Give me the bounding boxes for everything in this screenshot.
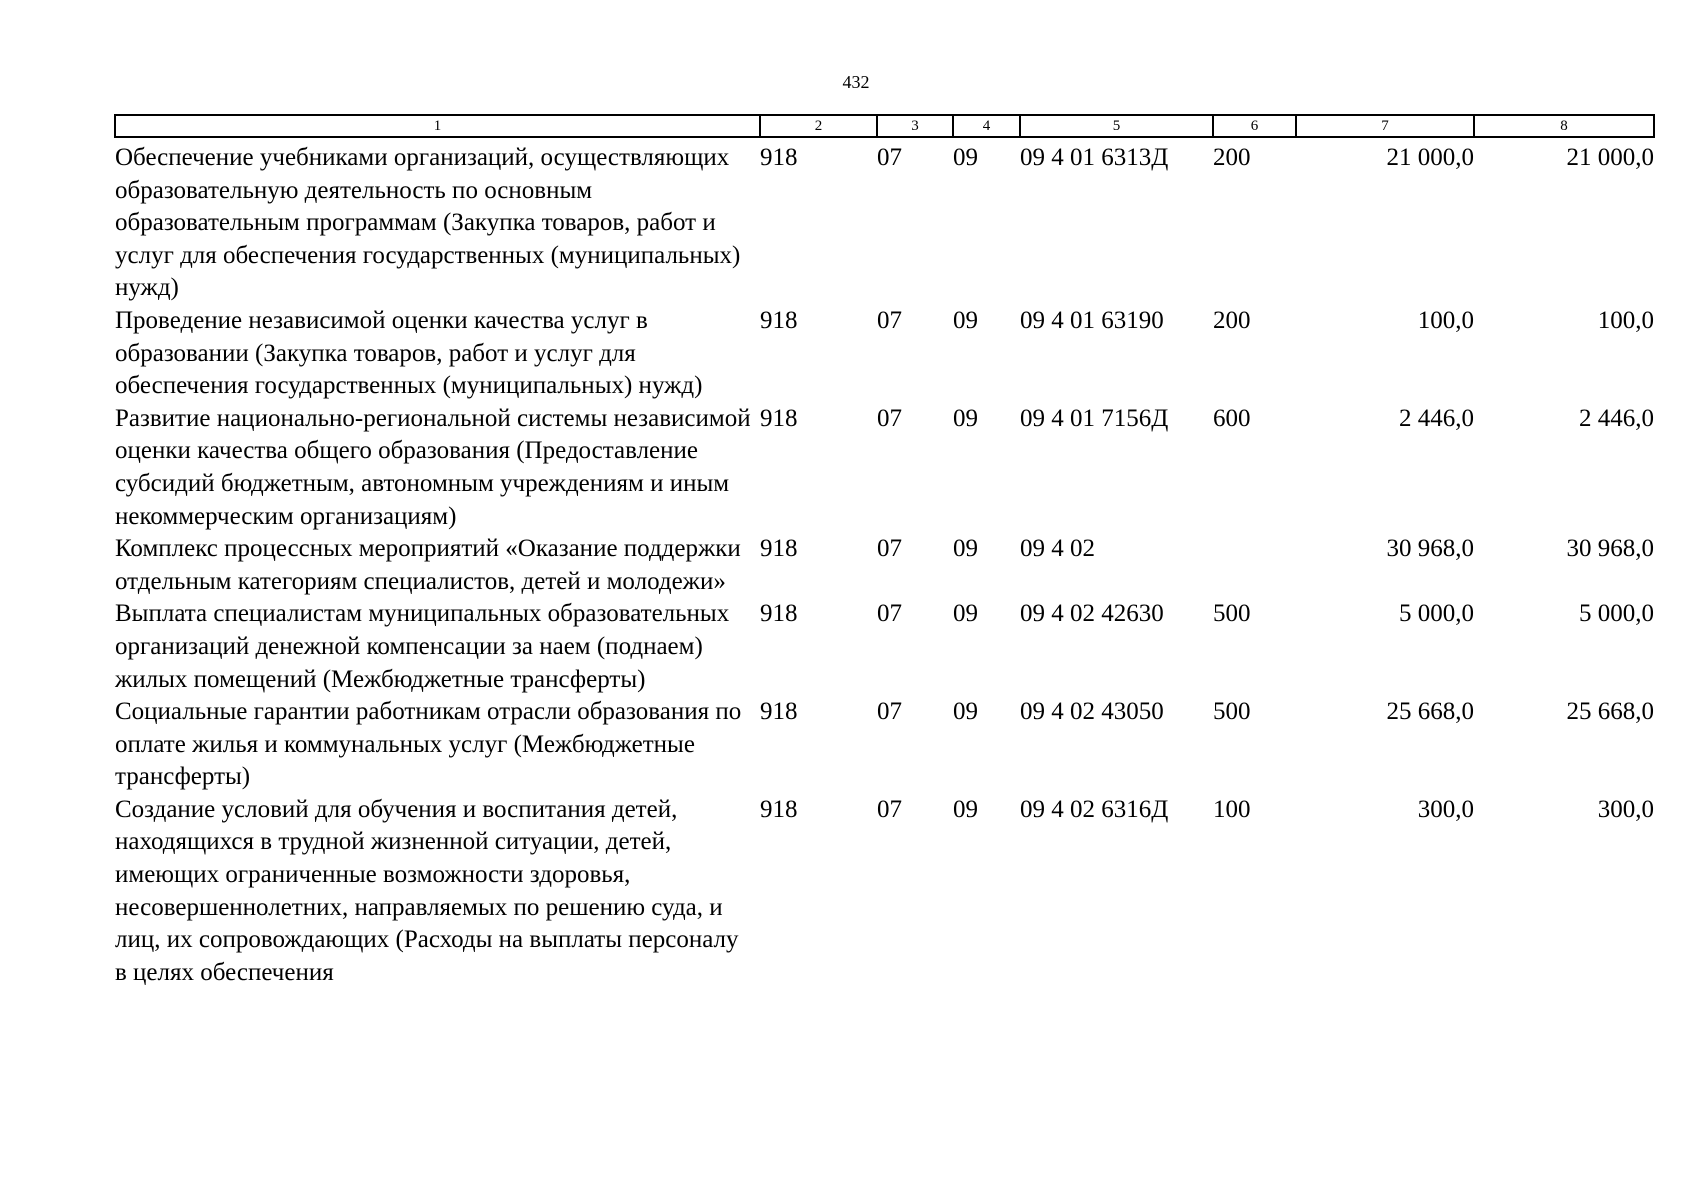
row-amount-2: 30 968,0 bbox=[1566, 535, 1654, 563]
row-expense-type: 200 bbox=[1213, 144, 1251, 171]
row-amount-1: 2 446,0 bbox=[1399, 404, 1474, 432]
row-expense-type: 500 bbox=[1213, 600, 1251, 628]
row-amount-1: 300,0 bbox=[1417, 795, 1474, 823]
row-ministry: 918 bbox=[760, 600, 798, 628]
row-expense-type: 500 bbox=[1213, 698, 1251, 726]
row-target: 09 4 01 63190 bbox=[1020, 306, 1164, 334]
row-target: 09 4 01 6313Д bbox=[1020, 144, 1169, 171]
column-header-8: 8 bbox=[1474, 115, 1654, 137]
row-amount-1: 21 000,0 bbox=[1386, 144, 1474, 171]
row-amount-1: 25 668,0 bbox=[1386, 698, 1474, 726]
row-amount-2: 100,0 bbox=[1597, 306, 1654, 334]
row-amount-2: 5 000,0 bbox=[1579, 600, 1654, 628]
row-section: 07 bbox=[877, 795, 902, 823]
column-header-1: 1 bbox=[115, 115, 760, 137]
row-subsection: 09 bbox=[953, 535, 978, 563]
row-ministry: 918 bbox=[760, 404, 798, 432]
row-subsection: 09 bbox=[953, 404, 978, 432]
row-ministry: 918 bbox=[760, 144, 798, 171]
row-section: 07 bbox=[877, 144, 902, 171]
table-row bbox=[115, 696, 1654, 794]
row-subsection: 09 bbox=[953, 306, 978, 334]
row-ministry: 918 bbox=[760, 795, 798, 823]
row-target: 09 4 02 43050 bbox=[1020, 698, 1164, 726]
row-section: 07 bbox=[877, 306, 902, 334]
column-header-2: 2 bbox=[760, 115, 877, 137]
column-header-3: 3 bbox=[877, 115, 953, 137]
row-ministry: 918 bbox=[760, 535, 798, 563]
row-subsection: 09 bbox=[953, 795, 978, 823]
table-row bbox=[115, 305, 1654, 403]
row-subsection: 09 bbox=[953, 600, 978, 628]
row-target: 09 4 01 7156Д bbox=[1020, 404, 1169, 432]
table-row bbox=[115, 598, 1654, 696]
column-header-6: 6 bbox=[1213, 115, 1296, 137]
table-row bbox=[115, 403, 1654, 533]
row-target: 09 4 02 bbox=[1020, 535, 1095, 563]
row-section: 07 bbox=[877, 535, 902, 563]
row-expense-type: 100 bbox=[1213, 795, 1251, 823]
row-section: 07 bbox=[877, 404, 902, 432]
row-name: Выплата специалистам муниципальных образовательных организаций денежной компенсации за наем (поднаем) жилых помещений (Межбюджетные трансферты) bbox=[115, 600, 730, 693]
row-amount-2: 25 668,0 bbox=[1566, 698, 1654, 726]
row-ministry: 918 bbox=[760, 306, 798, 334]
row-amount-1: 5 000,0 bbox=[1399, 600, 1474, 628]
row-name: Развитие национально-региональной системы независимой оценки качества общего образования (Предоставление субсидий бюджетным, автономным учреждениям и иным некоммерческим организациям) bbox=[115, 404, 751, 530]
row-amount-2: 300,0 bbox=[1597, 795, 1654, 823]
header-row bbox=[115, 115, 1654, 137]
row-expense-type bbox=[1213, 533, 1296, 598]
row-name: Комплекс процессных мероприятий «Оказание поддержки отдельным категориям специалистов, детей и молодежи» bbox=[115, 535, 741, 595]
column-header-7: 7 bbox=[1296, 115, 1474, 137]
row-target: 09 4 02 6316Д bbox=[1020, 795, 1169, 823]
row-expense-type: 600 bbox=[1213, 404, 1251, 432]
row-name: Создание условий для обучения и воспитания детей, находящихся в трудной жизненной ситуации, детей, имеющих ограниченные возможности здоровья, несовершеннолетних, направляемых по решению суда, и лиц, их сопровождающих (Расходы на выплаты персоналу в целях обеспечения bbox=[115, 795, 739, 986]
row-expense-type: 200 bbox=[1213, 306, 1251, 334]
row-amount-1: 100,0 bbox=[1417, 306, 1474, 334]
table-body bbox=[115, 137, 1654, 989]
row-name: Обеспечение учебниками организаций, осуществляющих образовательную деятельность по основным образовательным программам (Закупка товаров, работ и услуг для обеспечения государственных (муниципальных) нужд) bbox=[115, 144, 741, 302]
table-row bbox=[115, 794, 1654, 990]
row-subsection: 09 bbox=[953, 698, 978, 726]
row-section: 07 bbox=[877, 698, 902, 726]
row-section: 07 bbox=[877, 600, 902, 628]
row-name: Проведение независимой оценки качества услуг в образовании (Закупка товаров, работ и услуг для обеспечения государственных (муниципальных) нужд) bbox=[115, 306, 703, 400]
row-name: Социальные гарантии работникам отрасли образования по оплате жилья и коммунальных услуг (Межбюджетные трансферты) bbox=[115, 698, 742, 791]
row-ministry: 918 bbox=[760, 698, 798, 726]
page-number: 432 bbox=[842, 72, 870, 92]
row-amount-2: 2 446,0 bbox=[1579, 404, 1654, 432]
table-header bbox=[115, 115, 1654, 137]
table-row bbox=[115, 137, 1654, 305]
row-target: 09 4 02 42630 bbox=[1020, 600, 1164, 628]
column-header-4: 4 bbox=[953, 115, 1020, 137]
column-header-5: 5 bbox=[1020, 115, 1213, 137]
row-amount-2: 21 000,0 bbox=[1566, 144, 1654, 171]
row-amount-1: 30 968,0 bbox=[1386, 535, 1474, 563]
table-row bbox=[115, 533, 1654, 598]
budget-table bbox=[114, 114, 1655, 989]
row-subsection: 09 bbox=[953, 144, 978, 171]
